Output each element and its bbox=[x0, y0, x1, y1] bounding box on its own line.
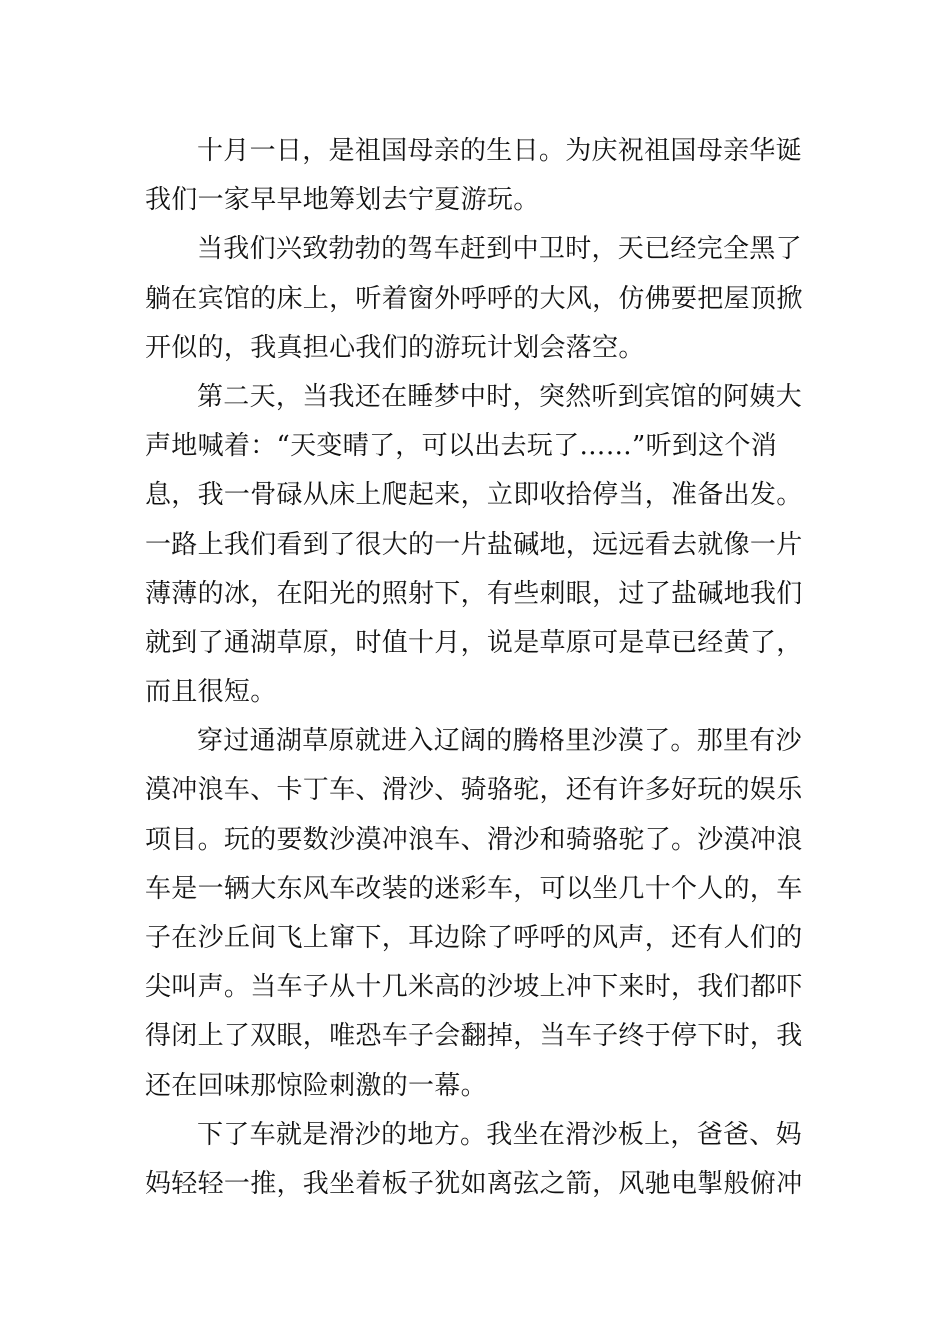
text-line-22: 妈轻轻一推，我坐着板子犹如离弦之箭，风驰电掣般俯冲 bbox=[145, 1168, 803, 1199]
text-line-8: 息，我一骨碌从床上爬起来，立即收拾停当，准备出发。 bbox=[145, 480, 803, 511]
text-line-3: 当我们兴致勃勃的驾车赶到中卫时，天已经完全黑了 bbox=[197, 234, 802, 265]
text-line-9: 一路上我们看到了很大的一片盐碱地，远远看去就像一片 bbox=[145, 529, 803, 560]
text-line-7: 声地喊着：“天变晴了，可以出去玩了……”听到这个消 bbox=[145, 431, 778, 462]
text-line-15: 项目。玩的要数沙漠冲浪车、滑沙和骑骆驼了。沙漠冲浪 bbox=[145, 824, 803, 855]
text-line-10: 薄薄的冰，在阳光的照射下，有些刺眼，过了盐碱地我们 bbox=[145, 578, 803, 609]
text-line-1: 十月一日，是祖国母亲的生日。为庆祝祖国母亲华诞 bbox=[197, 136, 802, 166]
text-line-2: 我们一家早早地筹划去宁夏游玩。 bbox=[145, 185, 540, 216]
text-line-18: 尖叫声。当车子从十几米高的沙坡上冲下来时，我们都吓 bbox=[145, 972, 803, 1003]
text-line-13: 穿过通湖草原就进入辽阔的腾格里沙漠了。那里有沙 bbox=[197, 726, 802, 757]
text-line-20: 还在回味那惊险刺激的一幕。 bbox=[145, 1070, 487, 1101]
document-body bbox=[145, 127, 807, 1209]
text-line-19: 得闭上了双眼，唯恐车子会翻掉，当车子终于停下时，我 bbox=[145, 1021, 803, 1052]
text-line-6: 第二天，当我还在睡梦中时，突然听到宾馆的阿姨大 bbox=[197, 381, 802, 412]
text-line-16: 车是一辆大东风车改装的迷彩车，可以坐几十个人的，车 bbox=[145, 873, 803, 904]
text-line-14: 漠冲浪车、卡丁车、滑沙、骑骆驼，还有许多好玩的娱乐 bbox=[145, 775, 803, 806]
text-line-21: 下了车就是滑沙的地方。我坐在滑沙板上，爸爸、妈 bbox=[197, 1119, 802, 1150]
text-line-4: 躺在宾馆的床上，听着窗外呼呼的大风，仿佛要把屋顶掀 bbox=[145, 283, 803, 314]
text-line-5: 开似的，我真担心我们的游玩计划会落空。 bbox=[145, 332, 645, 363]
text-line-12: 而且很短。 bbox=[145, 677, 277, 708]
text-line-17: 子在沙丘间飞上窜下，耳边除了呼呼的风声，还有人们的 bbox=[145, 923, 803, 953]
text-line-11: 就到了通湖草原，时值十月，说是草原可是草已经黄了， bbox=[145, 627, 803, 658]
